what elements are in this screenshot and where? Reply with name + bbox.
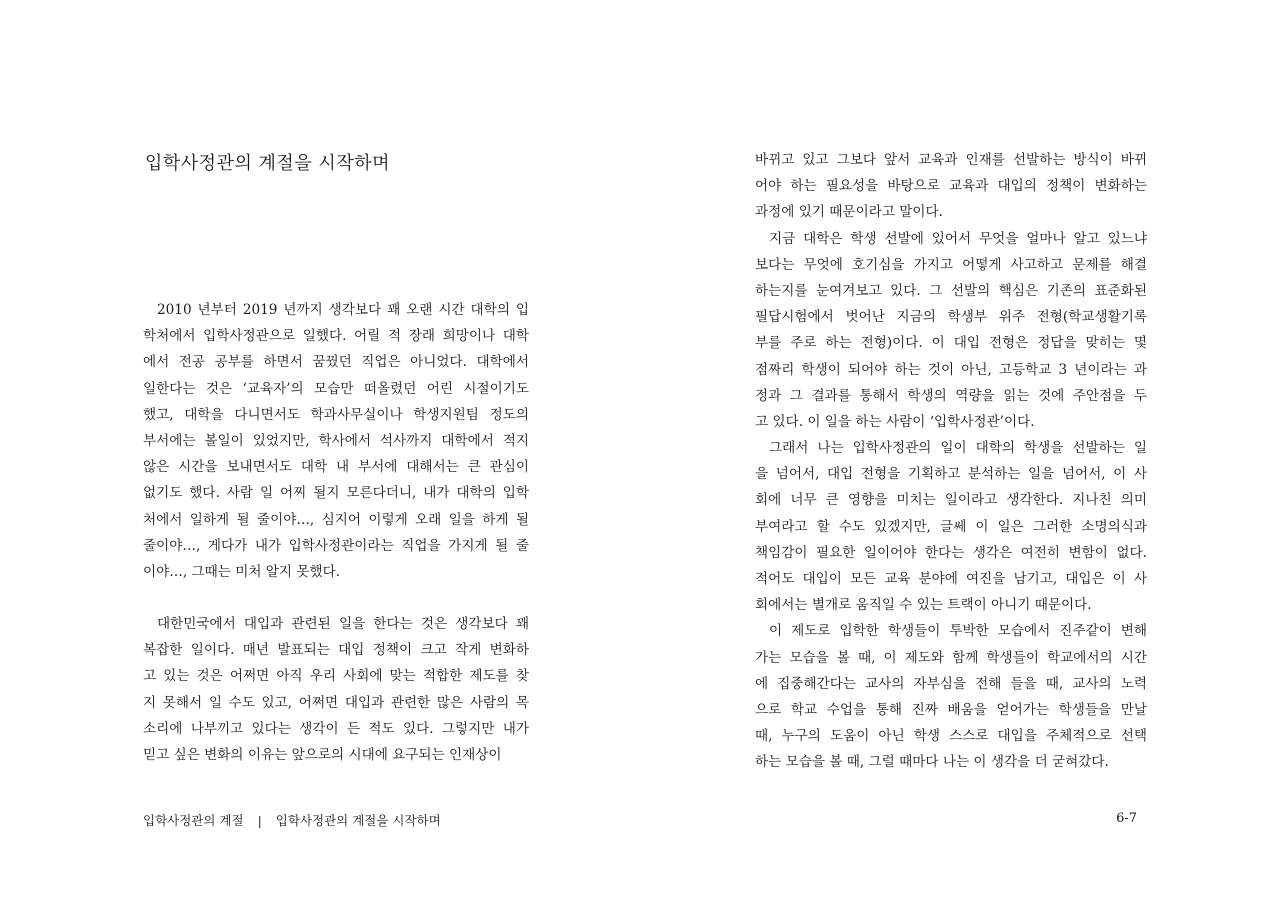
- text-line: 가는 모습을 볼 때, 이 제도와 함께 학생들이 학교에서의 시간: [755, 649, 1147, 666]
- footer-book-title: 입학사정관의 계절: [143, 813, 244, 828]
- right-body-text: [755, 147, 1147, 776]
- text-line: 고 있는 것은 어쩌면 아직 우리 사회에 맞는 적합한 제도를 찾: [143, 668, 529, 685]
- text-line: 그래서 나는 입학사정관의 일이 대학의 학생을 선발하는 일: [769, 440, 1147, 457]
- text-line: 과정에 있기 때문이라고 말이다.: [755, 204, 943, 221]
- text-line: 소리에 나부끼고 있다는 생각이 든 적도 있다. 그렇지만 내가: [143, 720, 529, 737]
- paragraph: [143, 611, 529, 768]
- text-line: 부서에는 볼일이 있었지만, 학사에서 석사까지 대학에서 적지: [143, 432, 529, 449]
- text-line: 없기도 했다. 사람 일 어찌 될지 모른다더니, 내가 대학의 입학: [143, 485, 529, 502]
- paragraph: [755, 435, 1147, 618]
- page-number: 6-7: [1116, 811, 1137, 826]
- text-line: 바뀌고 있고 그보다 앞서 교육과 인재를 선발하는 방식이 바뀌: [755, 152, 1147, 168]
- text-line: 하는 모습을 볼 때, 그럴 때마다 나는 이 생각을 더 굳혀갔다.: [755, 754, 1109, 771]
- right-page: [640, 0, 1280, 905]
- chapter-title: 입학사정관의 계절을 시작하며: [145, 153, 390, 174]
- text-line: 학처에서 입학사정관으로 일했다. 어릴 적 장래 희망이나 대학: [143, 328, 529, 345]
- text-line: 않은 시간을 보내면서도 대학 내 부서에 대해서는 큰 관심이: [143, 459, 529, 476]
- text-line: 적어도 대입이 모든 교육 분야에 여진을 남기고, 대입은 이 사: [755, 571, 1147, 587]
- text-line: 지 못해서 일 수도 있고, 어쩌면 대입과 관련한 많은 사람의 목: [143, 694, 529, 711]
- left-body-text: [143, 297, 529, 768]
- text-line: 이 제도로 입학한 학생들이 투박한 모습에서 진주같이 변해: [769, 623, 1147, 640]
- text-line: 일한다는 것은 ‘교육자’의 모습만 떠올렸던 어린 시절이기도: [143, 380, 529, 397]
- text-line: 때, 누구의 도움이 아닌 학생 스스로 대입을 주체적으로 선택: [755, 728, 1147, 745]
- text-line: 을 넘어서, 대입 전형을 기획하고 분석하는 일을 넘어서, 이 사: [755, 466, 1147, 483]
- paragraph: [755, 618, 1147, 775]
- text-line: 2010 년부터 2019 년까지 생각보다 꽤 오랜 시간 대학의 입: [157, 302, 529, 318]
- text-line: 줄이야…, 게다가 내가 입학사정관이라는 직업을 가지게 될 줄: [143, 537, 529, 554]
- paragraph-gap: [143, 585, 529, 611]
- text-line: 믿고 싶은 변화의 이유는 앞으로의 시대에 요구되는 인재상이: [143, 747, 502, 763]
- paragraph: [755, 147, 1147, 226]
- text-line: 책임감이 필요한 일이어야 한다는 생각은 여전히 변함이 없다.: [755, 544, 1147, 561]
- footer-separator: |: [257, 813, 262, 828]
- text-line: 부를 주로 하는 전형)이다. 이 대입 전형은 정답을 맞히는 몇: [755, 335, 1147, 352]
- text-line: 정과 그 결과를 통해서 학생의 역량을 읽는 것에 주안점을 두: [755, 387, 1147, 404]
- text-line: 대한민국에서 대입과 관련된 일을 한다는 것은 생각보다 꽤: [157, 616, 529, 633]
- footer-chapter-title: 입학사정관의 계절을 시작하며: [275, 813, 441, 828]
- running-footer: [143, 811, 441, 829]
- text-line: 부여라고 할 수도 있겠지만, 글쎄 이 일은 그러한 소명의식과: [755, 518, 1147, 535]
- text-line: 이야…, 그때는 미처 알지 못했다.: [143, 563, 341, 580]
- text-line: 지금 대학은 학생 선발에 있어서 무엇을 얼마나 알고 있느냐: [769, 230, 1147, 247]
- text-line: 하는지를 눈여겨보고 있다. 그 선발의 핵심은 기존의 표준화된: [755, 282, 1147, 299]
- text-line: 보다는 무엇에 호기심을 가지고 어떻게 사고하고 문제를 해결: [755, 256, 1147, 273]
- text-line: 고 있다. 이 일을 하는 사람이 ‘입학사정관’이다.: [755, 413, 1035, 430]
- text-line: 처에서 일하게 될 줄이야…, 심지어 이렇게 오래 일을 하게 될: [143, 511, 529, 528]
- text-line: 점짜리 학생이 되어야 하는 것이 아닌, 고등학교 3 년이라는 과: [755, 361, 1147, 378]
- text-line: 으로 학교 수업을 통해 진짜 배움을 얻어가는 학생들을 만날: [755, 701, 1147, 718]
- text-line: 어야 하는 필요성을 바탕으로 교육과 대입의 정책이 변화하는: [755, 178, 1147, 195]
- text-line: 에서 전공 공부를 하면서 꿈꿨던 직업은 아니었다. 대학에서: [143, 354, 529, 371]
- paragraph: [143, 297, 529, 585]
- text-line: 에 집중해간다는 교사의 자부심을 전해 들을 때, 교사의 노력: [755, 675, 1147, 692]
- text-line: 했고, 대학을 다니면서도 학과사무실이나 학생지원팀 정도의: [143, 406, 529, 423]
- text-line: 복잡한 일이다. 매년 발표되는 대입 정책이 크고 작게 변화하: [143, 642, 529, 659]
- text-line: 회에 너무 큰 영향을 미치는 일이라고 생각한다. 지나친 의미: [755, 492, 1147, 509]
- text-line: 회에서는 별개로 움직일 수 있는 트랙이 아니기 때문이다.: [755, 597, 1092, 614]
- text-line: 필답시험에서 벗어난 지금의 학생부 위주 전형(학교생활기록: [755, 309, 1147, 326]
- paragraph: [755, 226, 1147, 436]
